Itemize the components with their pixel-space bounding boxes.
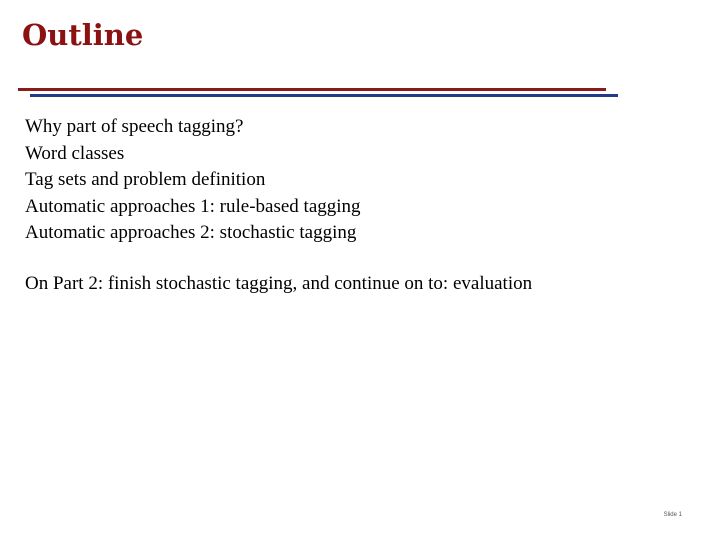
title-underline-red [18,88,606,91]
outline-item: Automatic approaches 2: stochastic tagging [25,222,357,243]
outline-item: Word classes [25,142,125,164]
outline-item: Automatic approaches 1: rule-based tagging [25,195,361,217]
slide-number: Slide 1 [663,512,682,518]
outline-list [25,114,361,247]
part-two-note: On Part 2: finish stochastic tagging, and continue on to: evaluation [25,273,533,294]
slide-title: Outline [22,18,144,52]
title-underline-blue [30,94,618,97]
outline-item: Tag sets and problem definition [25,169,266,190]
outline-item: Why part of speech tagging? [25,116,244,137]
